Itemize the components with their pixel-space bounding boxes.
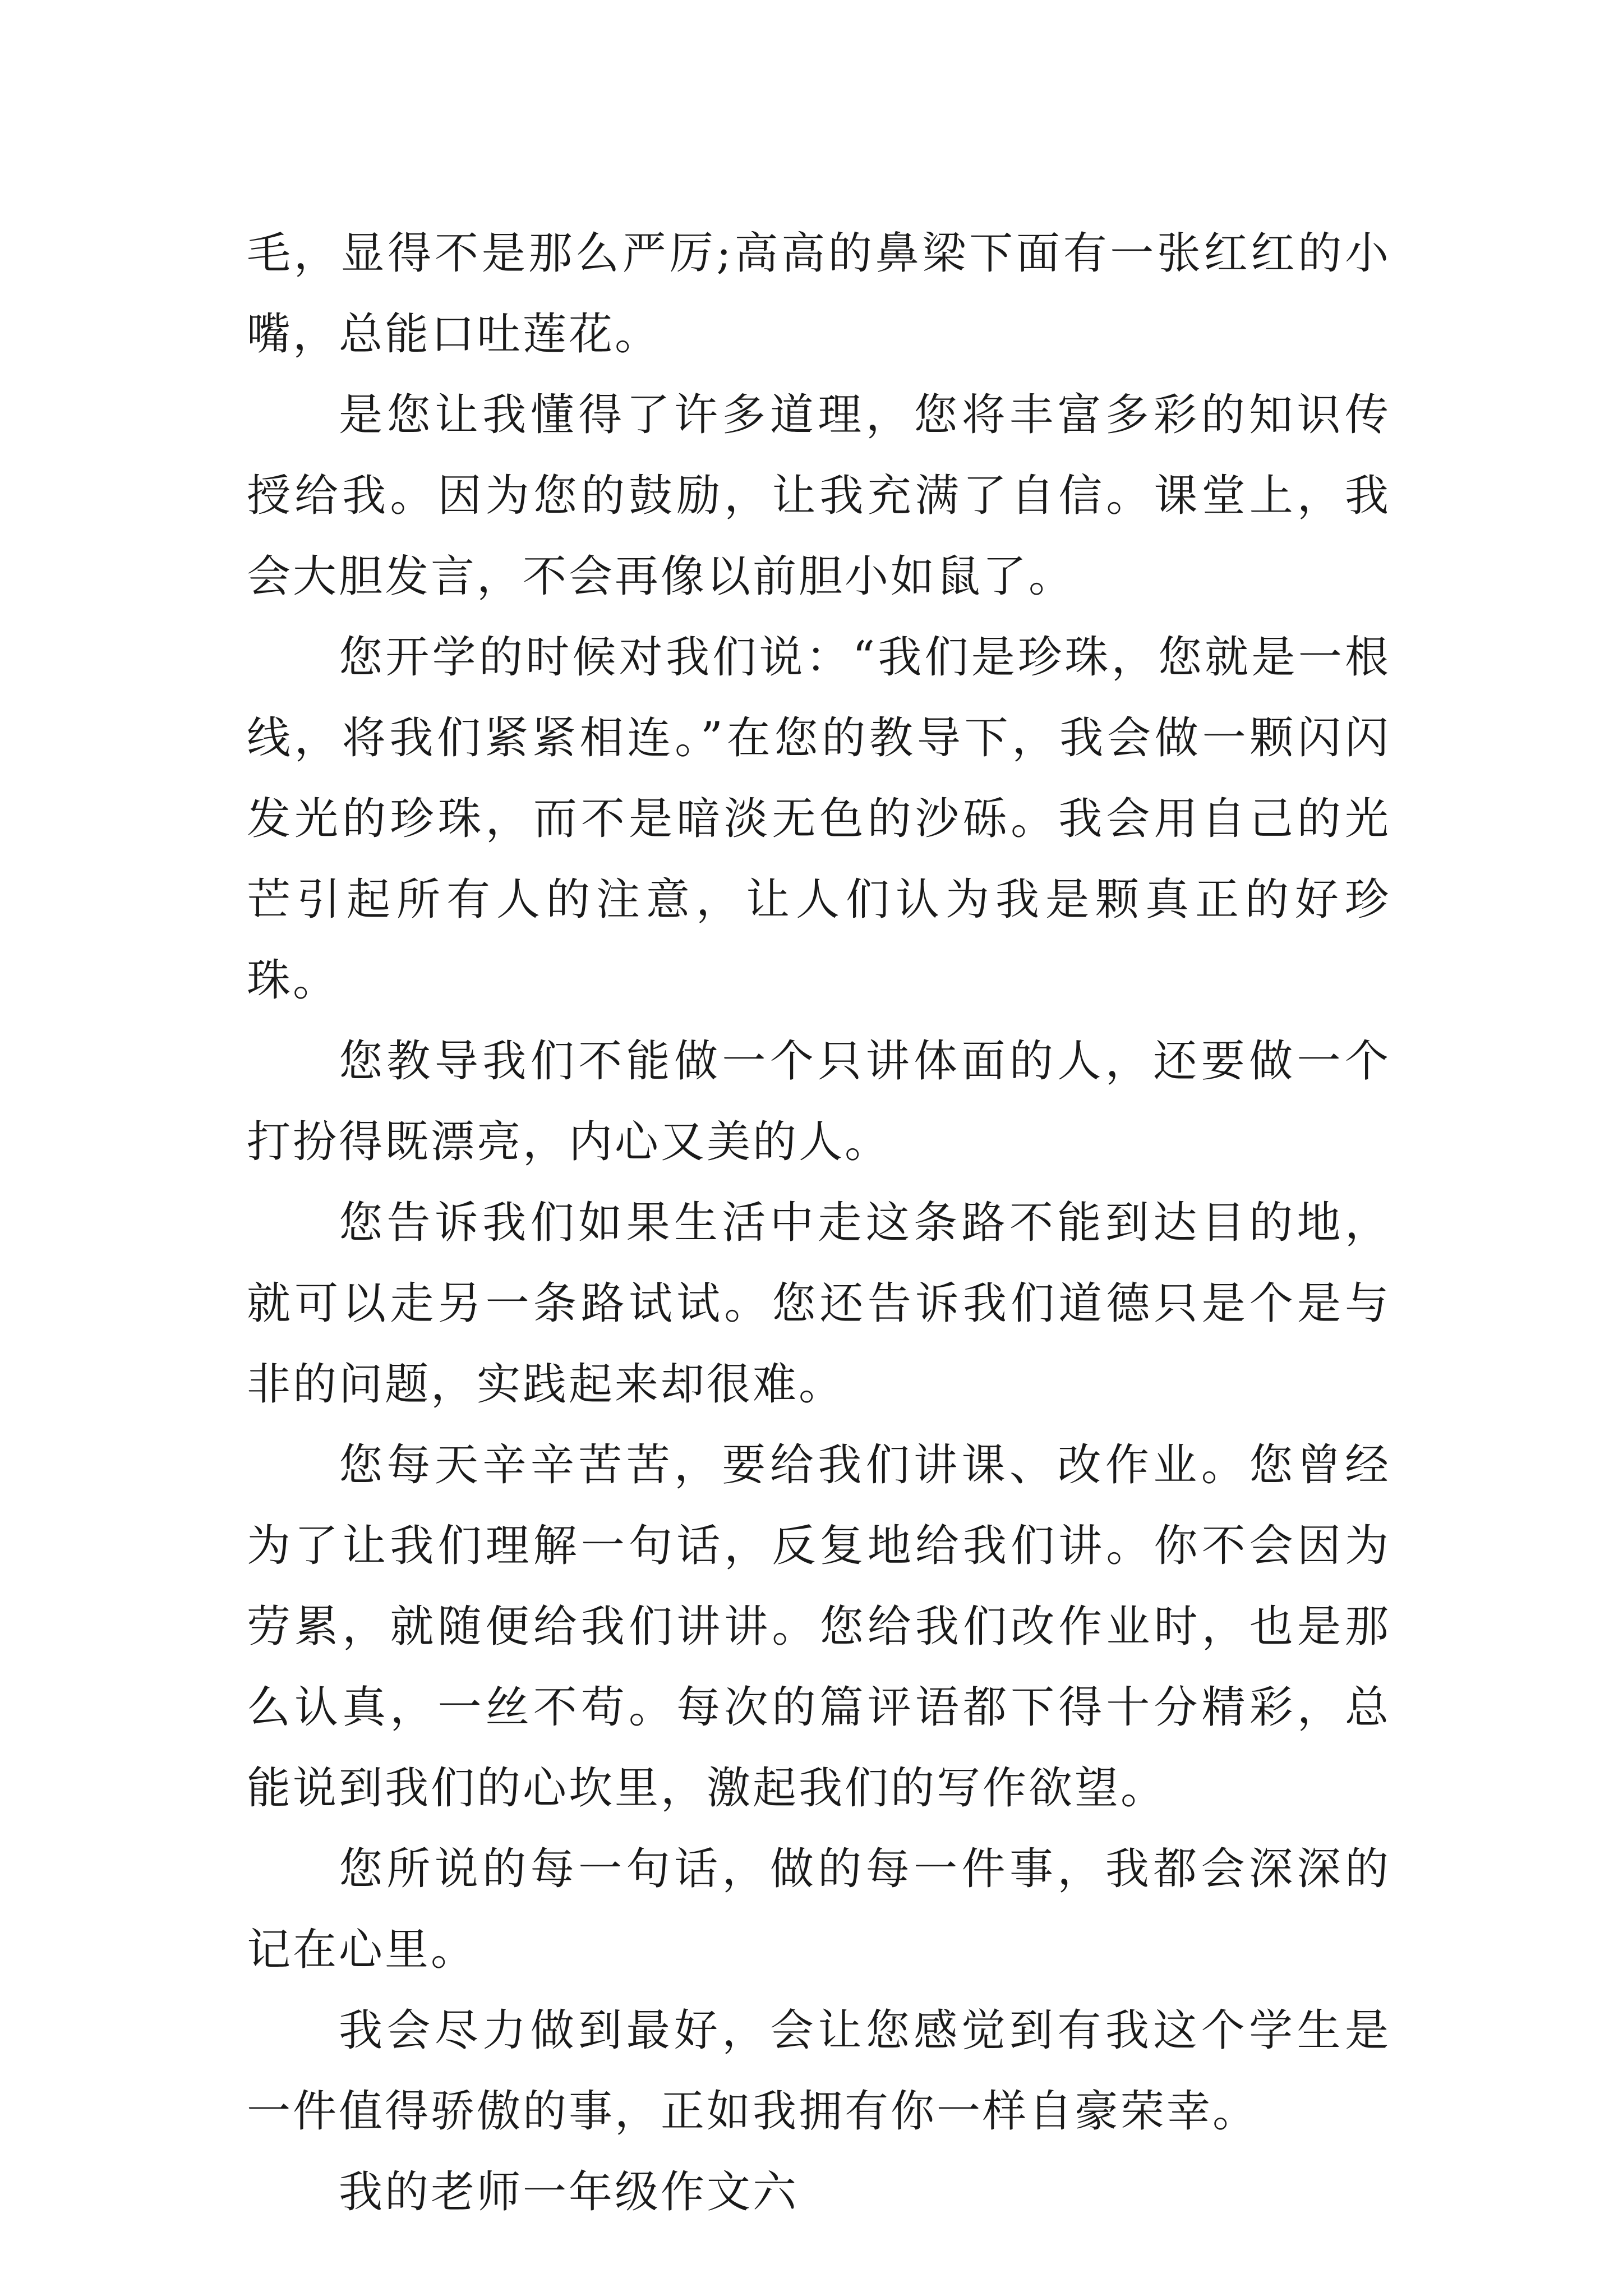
paragraph: 您每天辛辛苦苦，要给我们讲课、改作业。您曾经为了让我们理解一句话，反复地给我们讲。你不会因为劳累，就随便给我们讲讲。您给我们改作业时，也是那么认真，一丝不苟。每次的篇评语都下得十分精彩，总能说到我们的心坎里，激起我们的写作欲望。 xyxy=(247,1440,1391,1814)
paragraph: 您所说的每一句话，做的每一件事，我都会深深的记在心里。 xyxy=(247,1844,1391,1975)
paragraph: 我会尽力做到最好，会让您感觉到有我这个学生是一件值得骄傲的事，正如我拥有你一样自豪荣幸。 xyxy=(247,2005,1391,2137)
section-heading: 我的老师一年级作文六 xyxy=(339,2167,799,2217)
paragraph: 您告诉我们如果生活中走这条路不能到达目的地，就可以走另一条路试试。您还告诉我们道德只是个是与非的问题，实践起来却很难。 xyxy=(247,1198,1391,1410)
paragraph: 是您让我懂得了许多道理，您将丰富多彩的知识传授给我。因为您的鼓励，让我充满了自信。课堂上，我会大胆发言，不会再像以前胆小如鼠了。 xyxy=(247,390,1391,602)
paragraph: 您开学的时候对我们说：“我们是珍珠，您就是一根线，将我们紧紧相连。”在您的教导下，我会做一颗闪闪发光的珍珠，而不是暗淡无色的沙砾。我会用自己的光芒引起所有人的注意，让人们认为我是颗真正的好珍珠。 xyxy=(247,632,1391,1006)
paragraph: 毛，显得不是那么严厉;高高的鼻梁下面有一张红红的小嘴，总能口吐莲花。 xyxy=(247,228,1391,360)
paragraph: 您教导我们不能做一个只讲体面的人，还要做一个打扮得既漂亮，内心又美的人。 xyxy=(247,1036,1391,1167)
document-body xyxy=(247,213,1391,2233)
